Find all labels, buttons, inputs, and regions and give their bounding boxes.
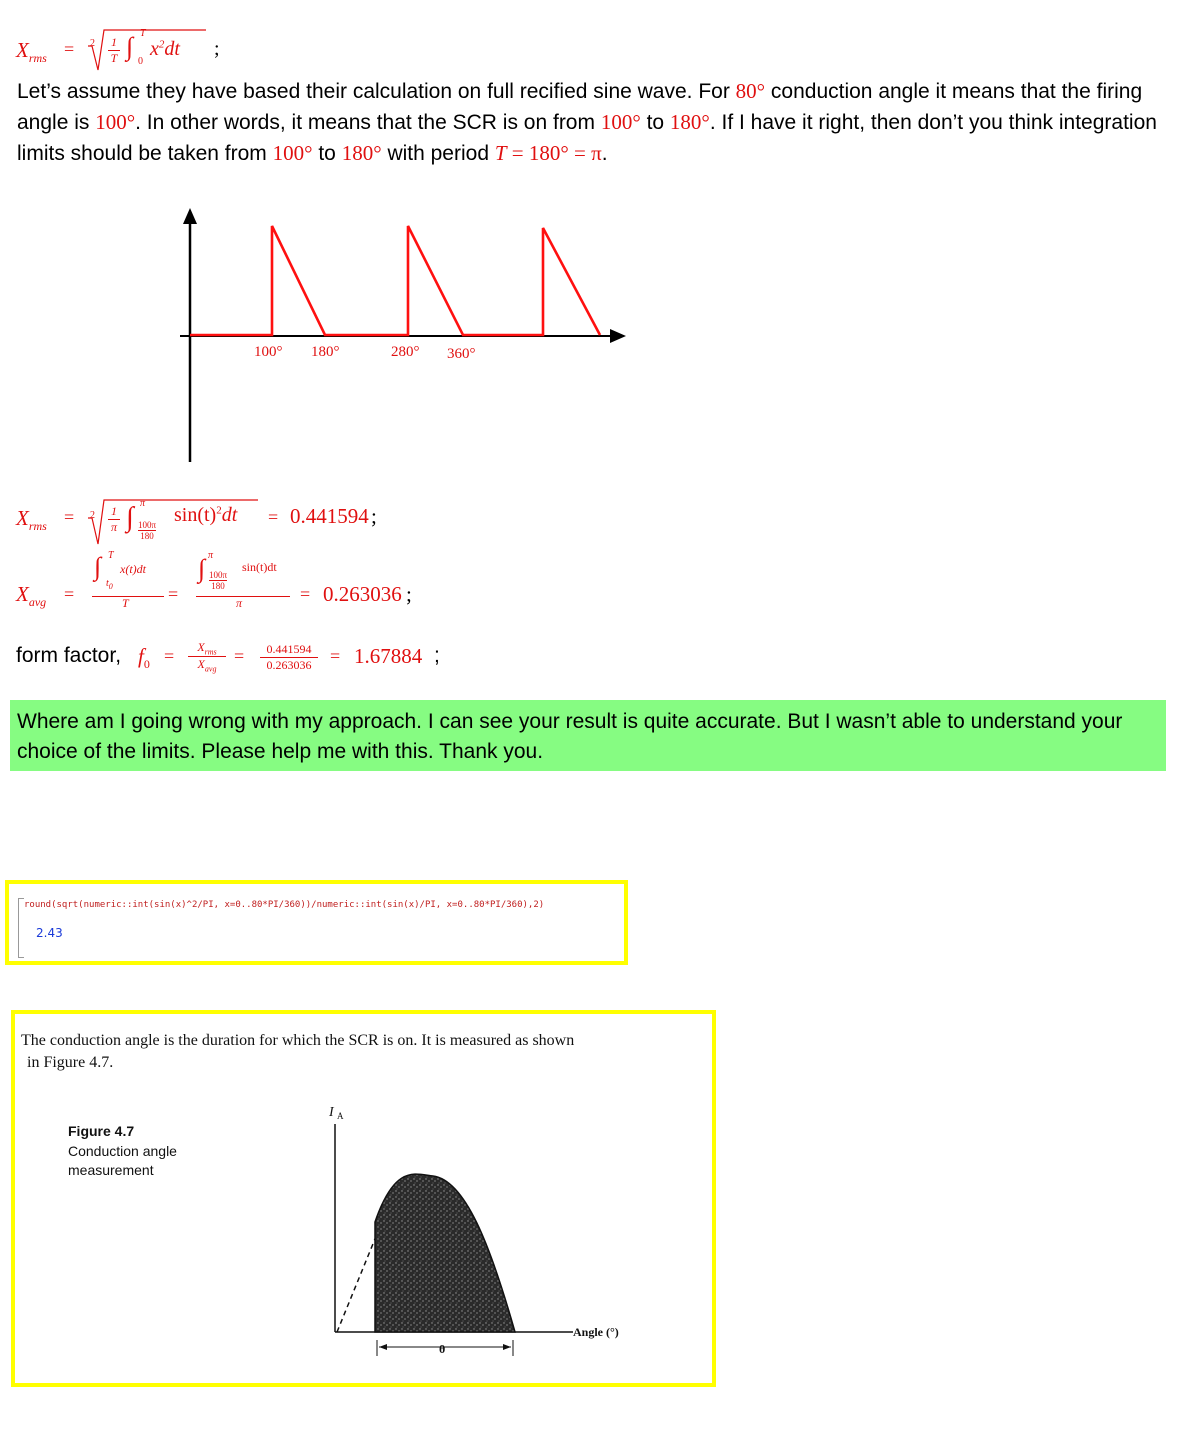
equals-sign: = <box>64 584 75 604</box>
assumption-paragraph: Let’s assume they have based their calculation on full recified sine wave. For 80° conduction angle it means that the firing angle is 100°. In other words, it means that the SCR is on from 100° to 180°. If I have it right, then don’t you think integration limits should be taken from 100° to 180° with period T = 180° = π. <box>17 79 1157 165</box>
xrms-symbol: $X_{rms}$ <box>16 506 47 534</box>
integrand-2: sin(t)dt <box>242 560 277 574</box>
equals-sign: = <box>64 507 75 527</box>
denominator-2: π <box>236 596 243 610</box>
integral-sign: ∫ <box>126 32 134 61</box>
theta-label: θ <box>439 1342 446 1356</box>
question-text: Where am I going wrong with my approach. I can see your result is quite accurate. But I wasn’t able to understand your choice of the limits. Please help me with this. Thank you. <box>17 710 1123 763</box>
rectified-waveform <box>190 226 600 335</box>
sqrt-radical <box>86 26 208 72</box>
denominator-1: T <box>122 596 129 610</box>
equals-sign-2: = <box>268 507 279 527</box>
figure-title: Figure 4.7 <box>68 1123 135 1139</box>
integrand: $\sin(t)^2dt$ <box>174 504 238 526</box>
question-box <box>10 700 1166 771</box>
integral-upper-limit-1: T <box>108 550 114 561</box>
equals-sign-2: = <box>234 646 245 666</box>
integral-sign-1: ∫ <box>94 552 102 581</box>
tick-label-100: 100° <box>254 344 283 360</box>
dashed-waveform <box>337 1234 377 1332</box>
form-factor-equation <box>16 638 456 678</box>
xavg-value: 0.263036 <box>323 582 402 606</box>
integral-sign: ∫ <box>126 502 134 533</box>
equals-sign: = <box>164 646 175 666</box>
rms-over-avg-fraction: $X_{rms}$ $X_{avg}$ <box>188 640 226 674</box>
xavg-symbol: $X_{avg}$ <box>16 582 47 610</box>
code-input[interactable]: round(sqrt(numeric::int(sin(x)^2/PI, x=0..80*PI/360))/numeric::int(sin(x)/PI, x=0..80*PI/360),2) <box>24 900 545 910</box>
textbook-excerpt-box <box>11 1010 716 1387</box>
integral-upper-limit-2: π <box>208 550 214 561</box>
tick-label-180: 180° <box>311 344 340 360</box>
form-factor-label: form factor, <box>16 644 122 667</box>
xrms-calculation-equation <box>16 496 436 546</box>
integral-sign-2: ∫ <box>198 554 206 583</box>
integral-lower-limit: 0 <box>138 56 143 67</box>
current-axis-label-sub: A <box>337 1111 344 1121</box>
code-result-box <box>5 880 628 965</box>
waveform-diagram <box>170 200 640 470</box>
root-index: 2 <box>90 510 95 521</box>
xavg-calculation-equation <box>16 548 436 612</box>
numeric-fraction: 0.441594 0.263036 <box>260 642 318 673</box>
excerpt-line-1: The conduction angle is the duration for which the SCR is on. It is measured as shown <box>21 1032 575 1049</box>
equals-sign-3: = <box>300 584 311 604</box>
x-axis-arrow <box>610 329 626 343</box>
excerpt-line-2: in Figure 4.7. <box>27 1054 114 1071</box>
equals-sign-2: = <box>168 584 179 604</box>
integral-lower-limit-1: $t_0$ <box>106 578 113 591</box>
integrand-1: x(t)dt <box>120 562 146 576</box>
rms-definition-equation <box>16 26 276 74</box>
conduction-region <box>375 1174 515 1332</box>
fraction-bar-2 <box>196 596 290 597</box>
semicolon: ; <box>434 644 440 667</box>
integral-lower-limit-2: 100π 180 <box>209 570 228 591</box>
root-index: 2 <box>90 38 95 49</box>
xrms-value: 0.441594 <box>290 504 369 528</box>
figure-caption-line-1: Conduction angle <box>68 1143 177 1159</box>
y-axis-arrow <box>183 208 197 224</box>
tick-label-280: 280° <box>391 344 420 360</box>
figure-caption-line-2: measurement <box>68 1162 154 1178</box>
equals-sign-3: = <box>330 646 341 666</box>
form-factor-value: 1.67884 <box>354 644 423 668</box>
integral-lower-limit: 100π 180 <box>138 520 157 541</box>
tick-label-360: 360° <box>447 346 476 362</box>
xrms-symbol: $X_{rms}$ <box>16 38 47 66</box>
integral-upper-limit: T <box>140 28 146 39</box>
code-result: 2.43 <box>36 926 63 940</box>
semicolon: ; <box>406 582 412 606</box>
integral-upper-limit: π <box>140 498 146 509</box>
f0-symbol: $f_0$ <box>138 644 150 672</box>
semicolon: ; <box>371 504 377 528</box>
semicolon: ; <box>214 38 220 60</box>
current-axis-label: I <box>329 1105 334 1120</box>
integrand: $x^2dt$ <box>150 38 180 60</box>
equals-sign: = <box>64 39 75 59</box>
frac-1-over-T: 1 T <box>108 35 120 66</box>
frac-1-over-pi: 1 π <box>108 504 120 535</box>
conduction-angle-figure <box>305 1094 705 1364</box>
angle-axis-label: Angle (°) <box>573 1325 619 1339</box>
